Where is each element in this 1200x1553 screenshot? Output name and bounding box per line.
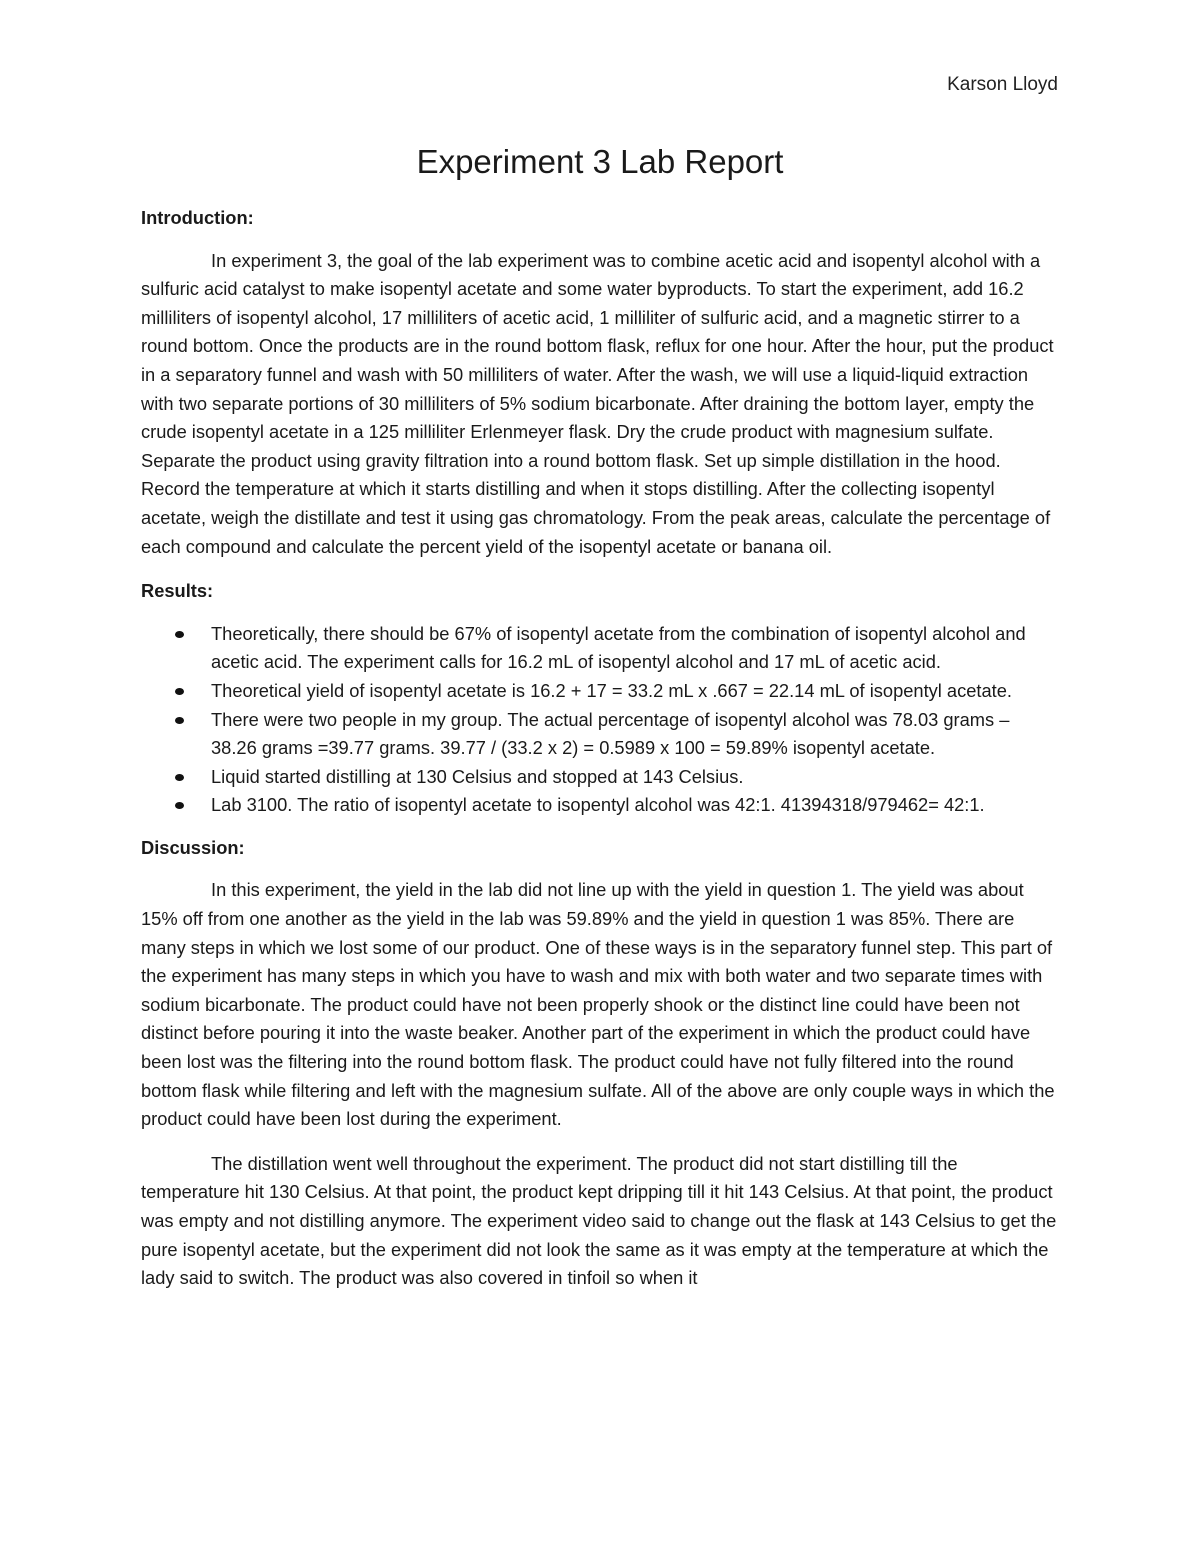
results-heading: Results: bbox=[141, 580, 214, 602]
introduction-paragraph: In experiment 3, the goal of the lab experiment was to combine acetic acid and isopentyl alcohol with a sulfuric acid catalyst to make isopentyl acetate and some water byproducts. To start the experiment, add 16.2 milliliters of isopentyl alcohol, 17 milliliters of acetic acid, 1 milliliter of sulfuric acid, and a magnetic stirrer to a round bottom. Once the products are in the round bottom flask, reflux for one hour. After the hour, put the product in a separatory funnel and wash with 50 milliliters of water. After the wash, we will use a liquid-liquid extraction with two separate portions of 30 milliliters of 5% sodium bicarbonate. After draining the bottom layer, empty the crude isopentyl acetate in a 125 milliliter Erlenmeyer flask. Dry the crude product with magnesium sulfate. Separate the product using gravity filtration into a round bottom flask. Set up simple distillation in the hood. Record the temperature at which it starts distilling and when it stops distilling. After the collecting isopentyl acetate, weigh the distillate and test it using gas chromatology. From the peak areas, calculate the percentage of each compound and calculate the percent yield of the isopentyl acetate or banana oil. bbox=[141, 249, 1054, 557]
results-item-text: Liquid started distilling at 130 Celsius and stopped at 143 Celsius. bbox=[211, 765, 744, 787]
results-item bbox=[141, 677, 1059, 706]
results-item-text: Lab 3100. The ratio of isopentyl acetate to isopentyl alcohol was 42:1. 41394318/979462= 42:1. bbox=[211, 794, 985, 816]
results-item bbox=[141, 620, 1059, 677]
bullet-icon bbox=[175, 717, 184, 724]
introduction-heading: Introduction: bbox=[141, 207, 254, 228]
results-item bbox=[141, 763, 1059, 792]
discussion-paragraph: In this experiment, the yield in the lab did not line up with the yield in question 1. The yield was about 15% off from one another as the yield in the lab was 59.89% and the yield in question 1 was 85%. There are many steps in which we lost some of our product. One of these ways is in the separatory funnel step. This part of the experiment has many steps in which you have to wash and mix with both water and two separate times with sodium bicarbonate. The product could have not been properly shook or the distinct line could have been not distinct before pouring it into the waste beaker. Another part of the experiment in which the product could have been lost was the filtering into the round bottom flask. The product could have not fully filtered into the round bottom flask while filtering and left with the magnesium sulfate. All of the above are only couple ways in which the product could have been lost during the experiment. bbox=[141, 879, 1055, 1130]
discussion-heading: Discussion: bbox=[141, 836, 245, 858]
discussion-paragraph: The distillation went well throughout the experiment. The product did not start distilling till the temperature hit 130 Celsius. At that point, the product kept dripping till it hit 143 Celsius. At that point, the product was empty and not distilling anymore. The experiment video said to change out the flask at 143 Celsius to get the pure isopentyl acetate, but the experiment did not look the same as it was empty at the temperature at which the lady said to switch. The product was also covered in tinfoil so when it bbox=[141, 1152, 1057, 1289]
author-name: Karson Lloyd bbox=[947, 74, 1058, 95]
results-item bbox=[141, 706, 1059, 763]
results-item-text: There were two people in my group. The actual percentage of isopentyl alcohol was 78.03 grams – 38.26 grams =39.77 grams. 39.77 / (33.2 x 2) = 0.5989 x 100 = 59.89% isopentyl acetate. bbox=[211, 708, 1010, 759]
results-item-text: Theoretically, there should be 67% of isopentyl acetate from the combination of isopentyl alcohol and acetic acid. The experiment calls for 16.2 mL of isopentyl alcohol and 17 mL of acetic acid. bbox=[211, 622, 1026, 673]
bullet-icon bbox=[175, 774, 184, 781]
document-body bbox=[141, 204, 1059, 1309]
bullet-icon bbox=[175, 631, 184, 638]
bullet-icon bbox=[175, 802, 184, 809]
results-item-text: Theoretical yield of isopentyl acetate is 16.2 + 17 = 33.2 mL x .667 = 22.14 mL of isopentyl acetate. bbox=[211, 679, 1012, 701]
bullet-icon bbox=[175, 688, 184, 695]
results-item bbox=[141, 791, 1059, 820]
results-list bbox=[141, 620, 1059, 820]
document-title: Experiment 3 Lab Report bbox=[416, 143, 784, 180]
